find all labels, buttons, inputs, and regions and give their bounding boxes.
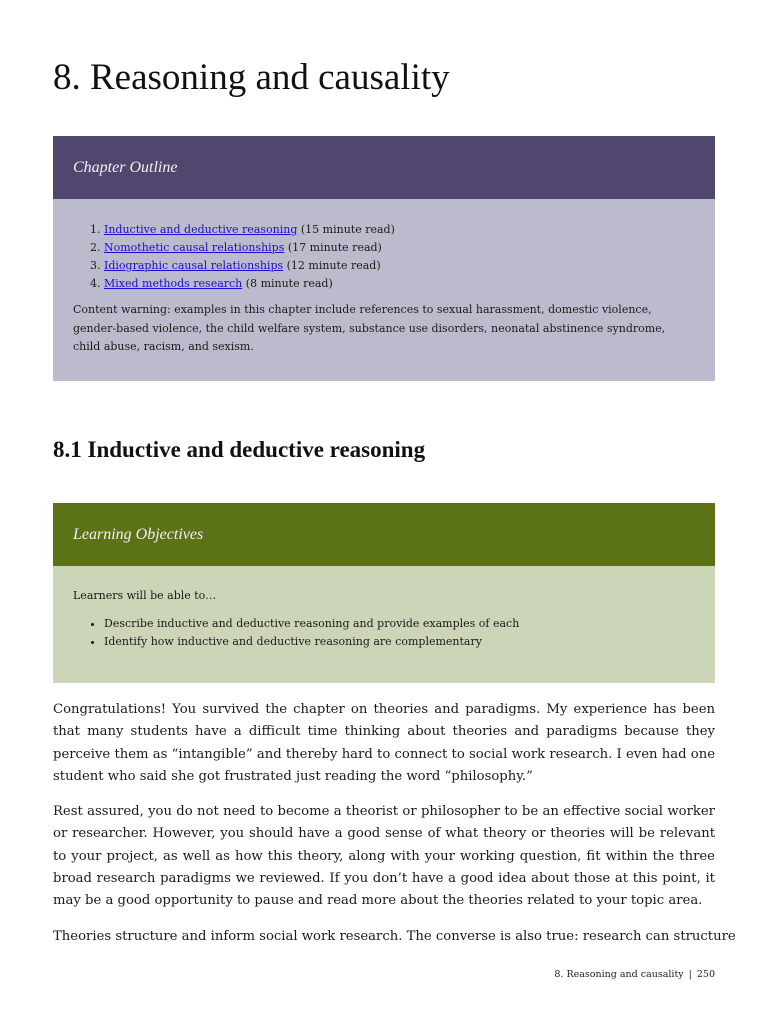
content-warning: Content warning: examples in this chapter include references to sexual harassment, domestic violence, gender-based violence, the child welfare system, substance use disorders, neonatal abstinence syndrome, child abuse, racism, and sexism. (73, 303, 666, 353)
page-footer (554, 969, 715, 980)
outline-read-time: (15 minute read) (297, 223, 395, 236)
body-paragraph: Congratulations! You survived the chapter on theories and paradigms. My experience has been that many students have a difficult time thinking about theories and paradigms because they perceive them as “intangible” and thereby hard to connect to social work research. I even had one student who said she got frustrated just reading the word “philosophy.” (53, 702, 715, 784)
objectives-list (73, 615, 695, 651)
objective-item: • Identify how inductive and deductive reasoning are complementary (104, 633, 695, 651)
learning-objectives-box (53, 503, 715, 683)
outline-read-time: (17 minute read) (284, 241, 382, 254)
outline-link-idiographic[interactable]: Idiographic causal relationships (104, 259, 284, 272)
chapter-outline-box (53, 136, 715, 381)
chapter-outline-heading: Chapter Outline (53, 136, 715, 199)
outline-link-inductive-deductive[interactable]: Inductive and deductive reasoning (104, 223, 298, 236)
outline-link-mixed-methods[interactable]: Mixed methods research (104, 277, 243, 290)
learning-objectives-heading: Learning Objectives (53, 503, 715, 566)
chapter-outline-list (73, 221, 695, 293)
section-title: 8.1 Inductive and deductive reasoning (53, 437, 426, 462)
objective-item: • Describe inductive and deductive reasoning and provide examples of each (104, 615, 695, 633)
learning-objectives-body (53, 566, 715, 683)
outline-link-nomothetic[interactable]: Nomothetic causal relationships (104, 241, 285, 254)
body-paragraph: Rest assured, you do not need to become a theorist or philosopher to be an effective social worker or researcher. However, you should have a good sense of what theory or theories will be relevant to your project, as well as how this theory, along with your working question, fit within the three broad research paradigms we reviewed. If you don’t have a good idea about those at this point, it may be a good opportunity to pause and read more about the theories related to your topic area. (53, 804, 715, 909)
chapter-outline-body (53, 199, 715, 381)
outline-read-time: (8 minute read) (242, 277, 333, 290)
footer-running-title: 8. Reasoning and causality (554, 969, 684, 980)
body-paragraph: Theories structure and inform social work research. The converse is also true: research can structure (53, 929, 736, 944)
footer-separator: | (688, 969, 692, 980)
outline-item (104, 257, 695, 275)
outline-item (104, 239, 695, 257)
outline-read-time: (12 minute read) (283, 259, 381, 272)
objectives-intro: Learners will be able to… (73, 589, 217, 602)
outline-item (104, 275, 695, 293)
page-number: 250 (696, 969, 715, 980)
outline-item (104, 221, 695, 239)
chapter-title: 8. Reasoning and causality (53, 57, 450, 98)
